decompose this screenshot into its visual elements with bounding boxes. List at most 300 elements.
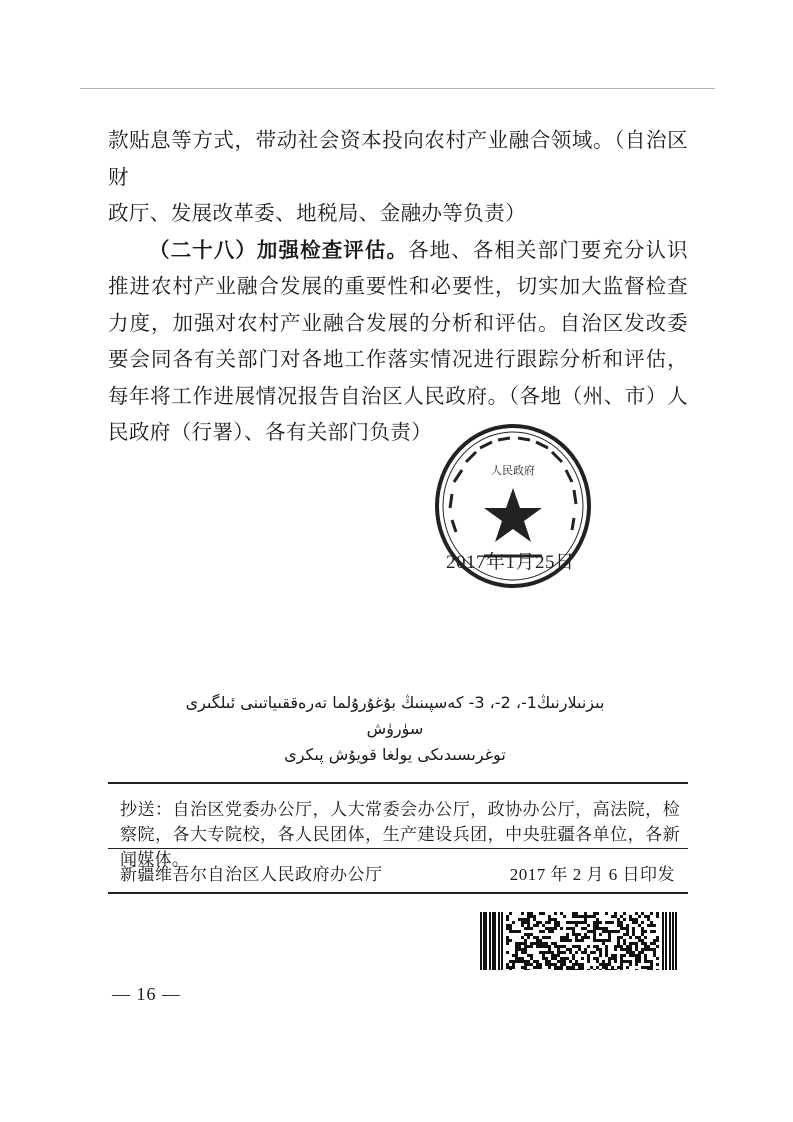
barcode-cell [551, 930, 554, 933]
barcode-cell [635, 942, 638, 945]
barcode-cell [521, 921, 524, 924]
barcode-bar [492, 912, 494, 970]
barcode-cell [614, 948, 617, 951]
barcode-cell [647, 960, 650, 963]
barcode-cell [605, 969, 608, 970]
barcode-cell [605, 951, 608, 954]
barcode-cell [596, 948, 599, 951]
barcode-cell [584, 951, 587, 954]
barcode-cell [626, 945, 629, 948]
barcode-cell [515, 954, 518, 957]
barcode-cell [545, 957, 548, 960]
barcode-cell [554, 957, 557, 960]
barcode-cell [554, 921, 557, 924]
barcode-cell [563, 957, 566, 960]
barcode-cell [530, 954, 533, 957]
barcode-bar [669, 912, 671, 970]
barcode-cell [635, 957, 638, 960]
barcode-cell [575, 939, 578, 942]
barcode-cell [575, 969, 578, 970]
barcode-cell [521, 924, 524, 927]
barcode-cell [521, 942, 524, 945]
issuing-office: 新疆维吾尔自治区人民政府办公厅 [120, 865, 383, 885]
barcode-cell [653, 954, 656, 957]
barcode-cell [641, 939, 644, 942]
barcode-cell [602, 966, 605, 969]
page-number: — 16 — [112, 984, 181, 1004]
barcode-bar [675, 912, 677, 970]
barcode-cell [527, 915, 530, 918]
barcode-cell [593, 915, 596, 918]
barcode-cell [575, 960, 578, 963]
barcode-cell [548, 945, 551, 948]
barcode-cell [620, 969, 623, 970]
barcode-cell [641, 951, 644, 954]
barcode-cell [554, 969, 557, 970]
barcode-cell [623, 954, 626, 957]
barcode-cell [545, 927, 548, 930]
barcode-cell [653, 951, 656, 954]
barcode-cell [620, 963, 623, 966]
barcode-cell [593, 927, 596, 930]
barcode-cell [542, 942, 545, 945]
barcode-cell [650, 969, 653, 970]
barcode-cell [653, 930, 656, 933]
barcode-cell [572, 930, 575, 933]
barcode-cell [653, 939, 656, 942]
barcode-cell [524, 963, 527, 966]
barcode-cell [608, 939, 611, 942]
paragraph-line: 款贴息等方式，带动社会资本投向农村产业融合领域。（自治区财 [108, 128, 688, 189]
barcode-cell [527, 927, 530, 930]
barcode-cell [575, 921, 578, 924]
barcode-cell [509, 960, 512, 963]
barcode-cell [584, 921, 587, 924]
barcode-cell [578, 969, 581, 970]
barcode-cell [509, 969, 512, 970]
barcode-cell [656, 969, 659, 970]
barcode-cell [596, 939, 599, 942]
barcode-cell [539, 939, 542, 942]
barcode-cell [617, 945, 620, 948]
barcode-cell [572, 912, 575, 915]
barcode-cell [635, 918, 638, 921]
barcode-cell [593, 930, 596, 933]
barcode-cell [548, 966, 551, 969]
barcode-cell [512, 954, 515, 957]
barcode-cell [620, 915, 623, 918]
barcode-cell [617, 924, 620, 927]
barcode-cell [641, 942, 644, 945]
barcode-cell [536, 963, 539, 966]
barcode-cell [605, 954, 608, 957]
barcode-cell [620, 960, 623, 963]
barcode-cell [533, 918, 536, 921]
barcode-cell [623, 948, 626, 951]
barcode-cell [614, 957, 617, 960]
barcode-cell [587, 957, 590, 960]
barcode-cell [626, 924, 629, 927]
barcode-cell [521, 966, 524, 969]
barcode-cell [560, 927, 563, 930]
barcode-cell [557, 954, 560, 957]
barcode-cell [575, 963, 578, 966]
barcode-cell [641, 930, 644, 933]
barcode-cell [542, 954, 545, 957]
barcode-cell [515, 948, 518, 951]
barcode-cell [581, 915, 584, 918]
barcode-cell [512, 960, 515, 963]
barcode-cell [602, 942, 605, 945]
barcode-cell [632, 933, 635, 936]
barcode-cell [584, 915, 587, 918]
body-text [108, 122, 688, 451]
barcode-cell [527, 963, 530, 966]
barcode-cell [539, 912, 542, 915]
barcode-cell [623, 912, 626, 915]
barcode-cell [524, 966, 527, 969]
barcode-cell [650, 942, 653, 945]
barcode-cell [602, 927, 605, 930]
barcode-cell [620, 954, 623, 957]
barcode-cell [617, 936, 620, 939]
barcode-cell [626, 930, 629, 933]
barcode-cell [635, 921, 638, 924]
barcode-cell [545, 963, 548, 966]
barcode-cell [608, 960, 611, 963]
barcode-cell [560, 960, 563, 963]
barcode-cell [572, 957, 575, 960]
barcode-cell [581, 939, 584, 942]
barcode-cell [533, 936, 536, 939]
barcode-cell [524, 951, 527, 954]
barcode-cell [527, 954, 530, 957]
barcode-cell [611, 966, 614, 969]
barcode-cell [590, 915, 593, 918]
barcode-cell [617, 921, 620, 924]
barcode-cell [554, 927, 557, 930]
barcode-cell [596, 957, 599, 960]
barcode-cell [626, 951, 629, 954]
barcode-cell [593, 912, 596, 915]
barcode-cell [530, 957, 533, 960]
barcode-cell [563, 960, 566, 963]
barcode-cell [521, 948, 524, 951]
barcode-cell [572, 969, 575, 970]
barcode-cell [563, 936, 566, 939]
barcode-cell [638, 954, 641, 957]
barcode-cell [581, 957, 584, 960]
barcode-cell [587, 945, 590, 948]
barcode-cell [563, 939, 566, 942]
barcode-cell [656, 945, 659, 948]
seal-inner-text: 人民政府 [491, 464, 535, 477]
barcode-cell [557, 960, 560, 963]
barcode-cell [599, 939, 602, 942]
barcode-cell [605, 930, 608, 933]
barcode-cell [551, 918, 554, 921]
barcode-cell [644, 948, 647, 951]
barcode-cell [656, 939, 659, 942]
paragraph-continuation [108, 122, 688, 232]
barcode-cell [644, 966, 647, 969]
barcode-cell [632, 942, 635, 945]
barcode-cell [650, 921, 653, 924]
barcode-cell [629, 963, 632, 966]
barcode-cell [605, 963, 608, 966]
barcode-cell [632, 951, 635, 954]
barcode-cell [542, 936, 545, 939]
barcode-cell [575, 945, 578, 948]
barcode-cell [581, 927, 584, 930]
barcode-cell [545, 945, 548, 948]
distribution-top-rule [108, 782, 688, 784]
barcode-cell [527, 921, 530, 924]
barcode-cell [521, 918, 524, 921]
barcode-cell [602, 930, 605, 933]
barcode-cell [551, 942, 554, 945]
barcode-cell [593, 921, 596, 924]
barcode-bar [480, 912, 482, 970]
barcode-cell [599, 951, 602, 954]
barcode-cell [581, 936, 584, 939]
barcode-cell [506, 918, 509, 921]
barcode-cell [563, 963, 566, 966]
barcode-cell [560, 966, 563, 969]
barcode-cell [566, 969, 569, 970]
barcode-cell [533, 915, 536, 918]
barcode-cell [566, 948, 569, 951]
barcode-cell [635, 969, 638, 970]
barcode-cell [572, 966, 575, 969]
barcode-cell [536, 960, 539, 963]
barcode-cell [581, 966, 584, 969]
barcode-cell [512, 966, 515, 969]
barcode-cell [629, 948, 632, 951]
barcode-cell [641, 921, 644, 924]
print-date: 2017 年 2 月 6 日印发 [509, 865, 675, 884]
barcode-cell [566, 921, 569, 924]
barcode-cell [566, 939, 569, 942]
barcode-cell [641, 966, 644, 969]
barcode-bar [665, 912, 667, 970]
barcode-cell [572, 921, 575, 924]
barcode-cell [557, 951, 560, 954]
barcode-cell [563, 915, 566, 918]
barcode-cell [575, 912, 578, 915]
barcode-cell [650, 912, 653, 915]
barcode-cell [605, 948, 608, 951]
barcode-cell [584, 948, 587, 951]
barcode-cell [560, 963, 563, 966]
barcode-cell [584, 927, 587, 930]
barcode-cell [575, 933, 578, 936]
barcode-cell [569, 969, 572, 970]
barcode-cell [617, 942, 620, 945]
barcode-cell [524, 969, 527, 970]
barcode-cell [599, 927, 602, 930]
barcode-cell [560, 957, 563, 960]
barcode-cell [545, 936, 548, 939]
barcode-cell [557, 966, 560, 969]
barcode-cell [584, 936, 587, 939]
barcode-cell [641, 927, 644, 930]
barcode-cell [644, 936, 647, 939]
barcode-cell [605, 939, 608, 942]
barcode-cell [635, 936, 638, 939]
barcode-cell [572, 915, 575, 918]
barcode-cell [647, 918, 650, 921]
barcode-cell [587, 936, 590, 939]
barcode-cell [638, 951, 641, 954]
barcode-cell [632, 918, 635, 921]
barcode-cell [536, 966, 539, 969]
barcode-cell [617, 918, 620, 921]
barcode-cell [533, 966, 536, 969]
barcode-cell [593, 945, 596, 948]
barcode-cell [506, 924, 509, 927]
barcode-cell [524, 960, 527, 963]
barcode-cell [644, 945, 647, 948]
barcode-cell [509, 924, 512, 927]
barcode-cell [656, 912, 659, 915]
barcode-cell [629, 951, 632, 954]
barcode-cell [557, 948, 560, 951]
barcode-cell [506, 927, 509, 930]
barcode-cell [626, 933, 629, 936]
barcode-cell [521, 960, 524, 963]
barcode-cell [521, 936, 524, 939]
barcode-cell [605, 912, 608, 915]
barcode-cell [569, 966, 572, 969]
barcode-cell [584, 918, 587, 921]
barcode-cell [635, 945, 638, 948]
barcode-cell [599, 921, 602, 924]
barcode-cell [551, 951, 554, 954]
barcode-cell [632, 921, 635, 924]
barcode-cell [554, 963, 557, 966]
barcode-cell [635, 960, 638, 963]
barcode-cell [578, 945, 581, 948]
barcode-cell [656, 936, 659, 939]
barcode-cell [605, 921, 608, 924]
barcode-cell [518, 945, 521, 948]
barcode-bar [498, 912, 500, 970]
barcode-cell [605, 966, 608, 969]
barcode-cell [527, 945, 530, 948]
barcode-cell [575, 936, 578, 939]
barcode-cell [620, 945, 623, 948]
barcode-cell [533, 924, 536, 927]
barcode-cell [536, 921, 539, 924]
barcode-cell [533, 942, 536, 945]
barcode-cell [599, 963, 602, 966]
barcode-cell [536, 939, 539, 942]
barcode-cell [527, 969, 530, 970]
barcode-cell [620, 924, 623, 927]
barcode-cell [530, 945, 533, 948]
barcode-cell [560, 939, 563, 942]
barcode-cell [542, 957, 545, 960]
barcode-cell [524, 918, 527, 921]
barcode-cell [554, 918, 557, 921]
barcode-cell [515, 960, 518, 963]
barcode-cell [638, 960, 641, 963]
barcode-cell [578, 915, 581, 918]
barcode-cell [527, 936, 530, 939]
barcode-cell [506, 942, 509, 945]
barcode-cell [599, 954, 602, 957]
barcode-cell [581, 921, 584, 924]
barcode-cell [587, 954, 590, 957]
barcode-cell [527, 933, 530, 936]
barcode-cell [623, 933, 626, 936]
barcode-cell [614, 969, 617, 970]
barcode-cell [515, 930, 518, 933]
barcode-cell [611, 921, 614, 924]
barcode-cell [566, 933, 569, 936]
barcode-cell [548, 921, 551, 924]
barcode-bar [494, 912, 496, 970]
barcode-cell [578, 966, 581, 969]
barcode-cell [554, 942, 557, 945]
barcode-cell [611, 954, 614, 957]
barcode-cell [656, 963, 659, 966]
barcode-cell [644, 930, 647, 933]
barcode-cell [650, 960, 653, 963]
barcode-cell [557, 921, 560, 924]
barcode-cell [629, 954, 632, 957]
barcode-cell [554, 954, 557, 957]
barcode-cell [608, 957, 611, 960]
barcode-cell [548, 927, 551, 930]
barcode-cell [587, 915, 590, 918]
barcode-cell [521, 912, 524, 915]
barcode-cell [584, 933, 587, 936]
barcode-cell [563, 951, 566, 954]
barcode-cell [629, 918, 632, 921]
barcode-cell [626, 966, 629, 969]
barcode-cell [596, 921, 599, 924]
barcode-cell [518, 948, 521, 951]
barcode-cell [539, 921, 542, 924]
barcode-cell [653, 924, 656, 927]
barcode-cell [620, 957, 623, 960]
barcode-cell [602, 963, 605, 966]
barcode-cell [596, 966, 599, 969]
barcode-cell [644, 954, 647, 957]
barcode-cell [572, 927, 575, 930]
barcode-cell [653, 948, 656, 951]
barcode-cell [509, 912, 512, 915]
barcode-cell [560, 969, 563, 970]
barcode-cell [551, 957, 554, 960]
barcode-cell [614, 915, 617, 918]
barcode-cell [650, 966, 653, 969]
barcode-cell [611, 930, 614, 933]
barcode-cell [641, 912, 644, 915]
signature-date: 2017年1月25日 [446, 552, 575, 573]
barcode-cell [530, 912, 533, 915]
barcode-cell [566, 927, 569, 930]
barcode-cell [524, 927, 527, 930]
barcode-cell [518, 960, 521, 963]
barcode-cell [608, 933, 611, 936]
barcode-cell [542, 930, 545, 933]
barcode-cell [527, 918, 530, 921]
barcode-cell [548, 951, 551, 954]
barcode-cell [539, 930, 542, 933]
